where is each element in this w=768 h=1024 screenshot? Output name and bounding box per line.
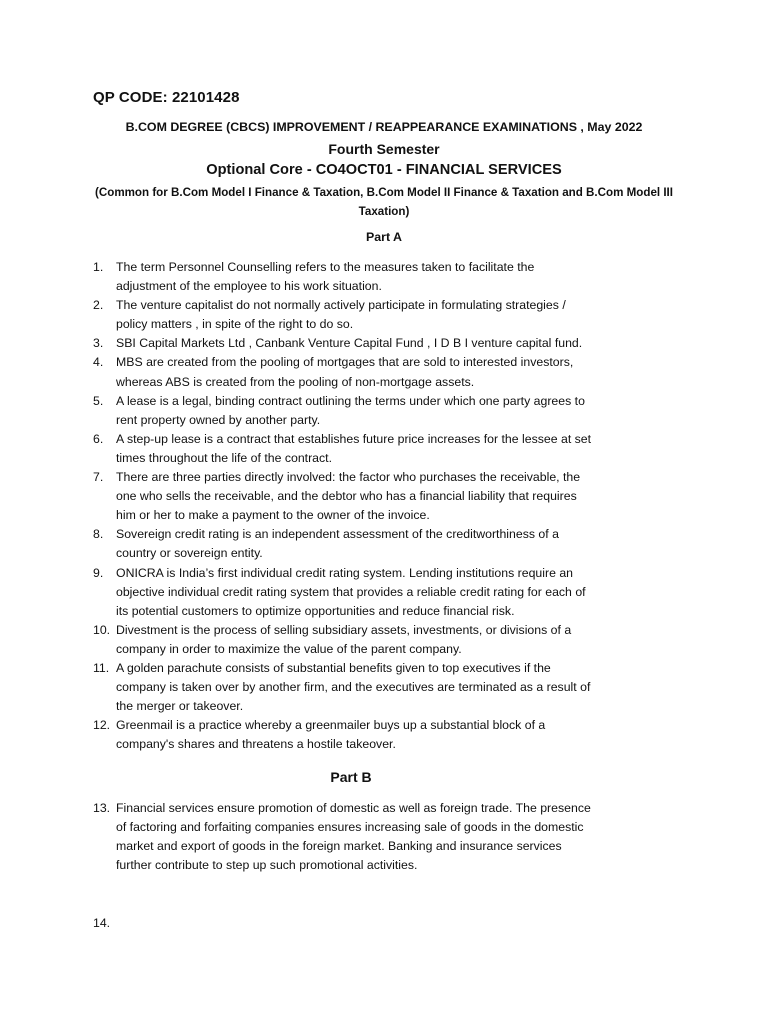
answer-item (93, 564, 673, 621)
part-a-heading: Part A (365, 230, 403, 244)
subject-heading: Optional Core - CO4OCT01 - FINANCIAL SERVICES (206, 162, 562, 178)
answer-line: of factoring and forfaiting companies ensures increasing sale of goods in the domestic (116, 820, 584, 835)
answer-line: Greenmail is a practice whereby a greenmailer buys up a substantial block of a (116, 718, 546, 733)
answer-line: Financial services ensure promotion of domestic as well as foreign trade. The presence (116, 801, 591, 815)
answer-line: The venture capitalist do not normally actively participate in formulating strategies / (116, 298, 566, 313)
answer-number: 10. (93, 622, 111, 637)
answer-line: ONICRA is India’s first individual credit rating system. Lending institutions require an (116, 565, 574, 580)
answer-line: policy matters , in spite of the right to do so. (116, 317, 354, 332)
answer-item (93, 659, 673, 716)
qp-code: QP CODE: 22101428 (93, 89, 240, 106)
answer-number: 11. (93, 660, 110, 675)
answer-line: the merger or takeover. (116, 699, 244, 714)
answer-number: 3. (93, 336, 104, 351)
answer-line: SBI Capital Markets Ltd , Canbank Venture Capital Fund , I D B I venture capital fund. (116, 336, 583, 351)
answer-line: whereas ABS is created from the pooling of non-mortgage assets. (116, 374, 475, 389)
answer-item (93, 468, 673, 525)
answer-line: company in order to maximize the value of the parent company. (116, 641, 462, 656)
part-b-heading: Part B (330, 769, 372, 785)
answer-item (93, 334, 673, 353)
answer-line: its potential customers to optimize opportunities and reduce financial risk. (116, 603, 515, 618)
answer-line: market and export of goods in the foreign market. Banking and insurance services (116, 839, 562, 854)
answer-line: A golden parachute consists of substantial benefits given to top executives if the (116, 660, 551, 675)
answer-number: 1. (93, 260, 104, 274)
answer-number: 12. (93, 718, 111, 733)
question-number: 14. (93, 916, 111, 930)
part-a-question-list (93, 258, 673, 754)
answer-item (93, 799, 673, 875)
answer-item (93, 525, 673, 563)
answer-number: 7. (93, 470, 104, 485)
answer-line: objective individual credit rating system that provides a reliable credit rating for each of (116, 584, 586, 599)
answer-line: There are three parties directly involved: the factor who purchases the receivable, the (116, 470, 581, 485)
answer-number: 2. (93, 298, 104, 313)
answer-line: Sovereign credit rating is an independent assessment of the creditworthiness of a (116, 527, 559, 542)
answer-line: company is taken over by another firm, and the executives are terminated as a result of (116, 680, 591, 695)
exam-title: B.COM DEGREE (CBCS) IMPROVEMENT / REAPPEARANCE EXAMINATIONS , May 2022 (125, 120, 643, 134)
answer-line: Divestment is the process of selling subsidiary assets, investments, or divisions of a (116, 622, 572, 637)
answer-line: A lease is a legal, binding contract outlining the terms under which one party agrees to (116, 393, 585, 408)
answer-number: 8. (93, 527, 104, 542)
answer-number: 4. (93, 355, 104, 370)
part-b-question-list (93, 799, 673, 875)
answer-line: MBS are created from the pooling of mortgages that are sold to interested investors, (116, 355, 574, 370)
answer-item (93, 392, 673, 430)
answer-line: A step-up lease is a contract that establishes future price increases for the lessee at set (116, 431, 592, 446)
answer-item (93, 430, 673, 468)
answer-line: one who sells the receivable, and the debtor who has a financial liability that requires (116, 489, 577, 504)
answer-line: him or her to make a payment to the owner of the invoice. (116, 508, 430, 523)
semester-heading: Fourth Semester (328, 141, 440, 157)
answer-item (93, 296, 673, 334)
answer-item (93, 353, 673, 391)
answer-number: 9. (93, 565, 104, 580)
answer-item (93, 258, 673, 296)
answer-line: further contribute to step up such promotional activities. (116, 858, 418, 873)
answer-number: 5. (93, 393, 104, 408)
answer-line: company's shares and threatens a hostile takeover. (116, 737, 396, 752)
answer-number: 13. (93, 801, 111, 815)
answer-number: 6. (93, 431, 104, 446)
answer-line: The term Personnel Counselling refers to the measures taken to facilitate the (116, 260, 535, 274)
answer-line: rent property owned by another party. (116, 412, 321, 427)
answer-line: country or sovereign entity. (116, 546, 263, 561)
answer-item (93, 621, 673, 659)
answer-item (93, 716, 673, 754)
common-note: (Common for B.Com Model I Finance & Taxation, B.Com Model II Finance & Taxation and B.Com Model III Taxation) (95, 186, 673, 218)
answer-line: adjustment of the employee to his work situation. (116, 279, 382, 294)
answer-line: times throughout the life of the contract. (116, 450, 333, 465)
